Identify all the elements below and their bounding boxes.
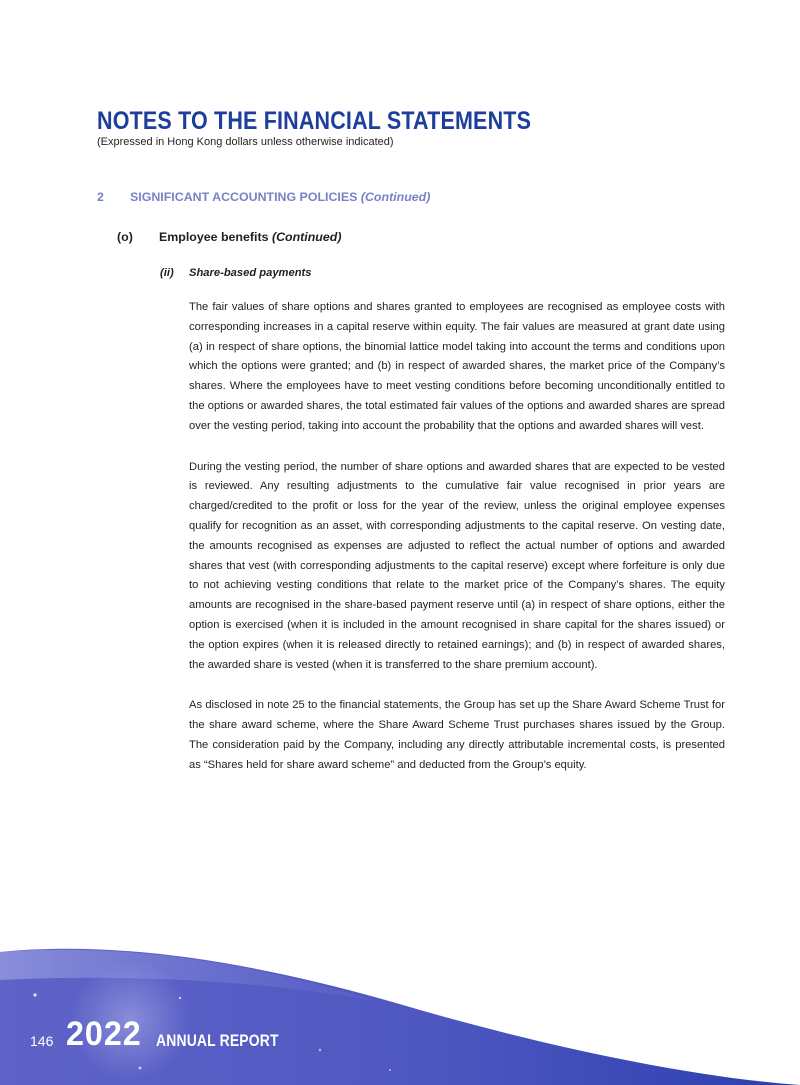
footer-wave-graphic xyxy=(0,900,800,1085)
subsection-label: (o) xyxy=(117,230,133,244)
paragraph: During the vesting period, the number of share options and awarded shares that are expected to be vested is reviewed. Any resulting adjustments to the cumulative fair value recognised in prior years are charged/credited to the profit or loss for the year of the review, unless the original employee expenses qualify for recognition as an asset, with corresponding adjustments to the capital reserve. On vesting date, the amounts recognised as expenses are adjusted to reflect the actual number of options and awarded shares that vest (with corresponding adjustments to the capital reserve) except where forfeiture is only due to not achieving vesting conditions that relate to the market price of the Company’s shares. The equity amounts are recognised in the share-based payment reserve until (a) in respect of share options, either the option is exercised (when it is included in the amount recognised in share capital for the shares issued) or the option expires (when it is released directly to retained earnings); and (b) in respect of awarded shares, the awarded share is vested (when it is transferred to the share premium account). xyxy=(189,460,725,671)
page-title: NOTES TO THE FINANCIAL STATEMENTS xyxy=(97,107,532,135)
body-text xyxy=(189,298,725,797)
subsection-title: Employee benefits xyxy=(159,230,269,244)
report-year: 2022 xyxy=(66,1015,142,1053)
subsubsection-title: Share-based payments xyxy=(189,267,312,279)
paragraph: As disclosed in note 25 to the financial statements, the Group has set up the Share Award Scheme Trust for the share award scheme, where the Share Award Scheme Trust purchases shares issued by the Group. The consideration paid by the Company, including any directly attributable incremental costs, is presented as “Shares held for share award scheme” and deducted from the Group’s equity. xyxy=(189,699,725,771)
page-header xyxy=(97,106,602,149)
subsection-continued: (Continued) xyxy=(271,230,342,244)
subsection-heading xyxy=(117,230,341,244)
report-label: ANNUAL REPORT xyxy=(156,1031,279,1050)
page-number: 146 xyxy=(30,1033,54,1049)
footer-band xyxy=(0,900,800,1085)
subsubsection-heading xyxy=(160,267,312,279)
section-number: 2 xyxy=(97,190,104,204)
subsubsection-label: (ii) xyxy=(160,267,174,279)
page-subtitle: (Expressed in Hong Kong dollars unless otherwise indicated) xyxy=(97,136,394,148)
section-heading xyxy=(97,190,430,204)
section-continued: (Continued) xyxy=(360,190,431,204)
paragraph: The fair values of share options and shares granted to employees are recognised as employee costs with corresponding increases in a capital reserve within equity. The fair values are measured at grant date using (a) in respect of share options, the binomial lattice model taking into account the terms and conditions upon which the options were granted; and (b) in respect of awarded shares, the market price of the Company’s shares. Where the employees have to meet vesting conditions before becoming unconditionally entitled to the options or awarded shares, the total estimated fair values of the options and awarded shares are spread over the vesting period, taking into account the probability that the options and awarded shares will vest. xyxy=(189,301,725,432)
section-title: SIGNIFICANT ACCOUNTING POLICIES xyxy=(130,190,358,204)
